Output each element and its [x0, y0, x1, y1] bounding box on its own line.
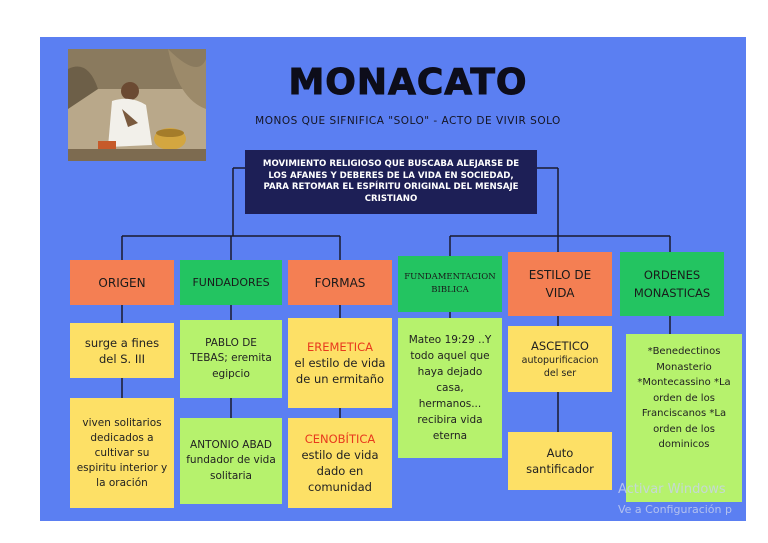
fundamentacion-box-1: Mateo 19:29 ..Y todo aquel que haya dejado casa, hermanos... recibira vida eterna	[398, 318, 502, 458]
formas-box-2-title: CENOBÍTICA	[304, 432, 376, 446]
formas-box-1-text: el estilo de vida de un ermitaño	[294, 356, 386, 386]
monk-photo	[68, 49, 206, 161]
fundadores-header: FUNDADORES	[180, 260, 282, 305]
fundadores-box-2	[180, 418, 282, 504]
origen-box-2: viven solitarios dedicados a cultivar su espiritu interior y la oración	[70, 398, 174, 508]
estilo-box-1-title: ASCETICO	[531, 339, 589, 353]
formas-header: FORMAS	[288, 260, 392, 305]
fundamentacion-header: FUNDAMENTACION BIBLICA	[398, 256, 502, 312]
formas-box-1	[288, 318, 392, 408]
page-subtitle: MONOS QUE SIFNIFICA "SOLO" - ACTO DE VIVIR SOLO	[255, 115, 561, 127]
formas-box-1-title: EREMETICA	[306, 340, 374, 354]
estilo-box-1-text: autopurificacion del ser	[521, 355, 599, 379]
activation-watermark-sub: Ve a Configuración p	[618, 503, 732, 516]
activation-watermark: Activar Windows	[618, 482, 726, 497]
estilo-header: ESTILO DE VIDA	[508, 252, 612, 316]
ordenes-box-1: *Benedectinos Monasterio *Montecassino *La orden de los Franciscanos *La orden de los dominicos	[626, 334, 742, 502]
formas-box-2-text: estilo de vida dado en comunidad	[301, 448, 379, 494]
page-title: MONACATO	[288, 62, 528, 103]
fundadores-box-2-name: ANTONIO ABAD	[190, 438, 272, 451]
definition-box: MOVIMIENTO RELIGIOSO QUE BUSCABA ALEJARSE DE LOS AFANES Y DEBERES DE LA VIDA EN SOCIEDAD, PARA RETOMAR EL ESPÍRITU ORIGINAL DEL MENSAJE CRISTIANO	[245, 150, 537, 214]
estilo-box-1	[508, 326, 612, 392]
origen-header: ORIGEN	[70, 260, 174, 305]
origen-box-1: surge a fines del S. III	[70, 323, 174, 378]
formas-box-2	[288, 418, 392, 508]
fundadores-box-1: PABLO DE TEBAS; eremita egipcio	[180, 320, 282, 398]
estilo-box-2: Auto santificador	[508, 432, 612, 490]
fundadores-box-2-text: fundador de vida solitaria	[186, 454, 276, 482]
ordenes-header: ORDENES MONASTICAS	[620, 252, 724, 316]
